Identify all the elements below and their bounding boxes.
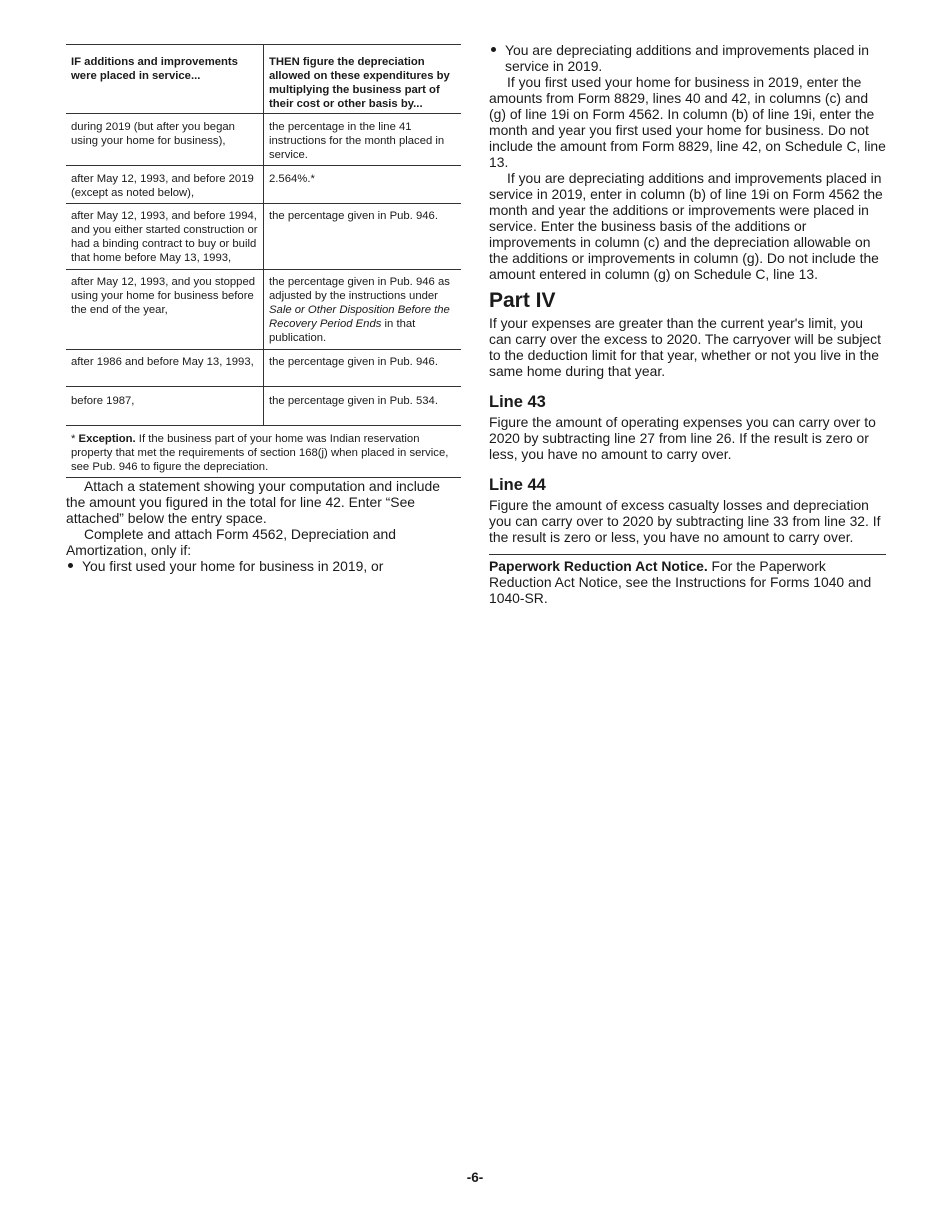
line-43-text: Figure the amount of operating expenses you can carry over to 2020 by subtracting line 27 from line 26. If the result is zero or less, you have no amount to carry over. (489, 414, 876, 462)
left-column (66, 44, 461, 574)
bullet-icon (66, 558, 82, 574)
right-column (489, 42, 886, 606)
paperwork-notice (489, 554, 886, 606)
bullet-icon (489, 42, 505, 74)
table-row (66, 204, 461, 270)
table-header-if: IF additions and improvements were placed in service... (66, 45, 264, 114)
bullet-text: You are depreciating additions and improvements placed in service in 2019. (505, 42, 869, 74)
statement-paragraph: Attach a statement showing your computation and include the amount you figured in the total for line 42. Enter “See attached” below the entry space. (66, 478, 440, 526)
rate-text-italic: Sale or Other Disposition Before the Recovery Period Ends (269, 304, 450, 330)
footnote-bold: Exception. (78, 433, 136, 445)
bullet-text: You first used your home for business in 2019, or (82, 558, 384, 574)
form-4562-paragraph: Complete and attach Form 4562, Depreciation and Amortization, only if: (66, 526, 396, 558)
table-row (66, 387, 461, 426)
table-row (66, 114, 461, 166)
rate-text-a: the percentage given in Pub. 946 as adjusted by the instructions under (269, 276, 450, 302)
table-cell-rate: the percentage given in Pub. 946. (264, 204, 462, 270)
line-44-text: Figure the amount of excess casualty losses and depreciation you can carry over to 2020 by subtracting line 33 from line 32. If the result is zero or less, you have no amount to carry over. (489, 497, 881, 545)
part-iv-text: If your expenses are greater than the current year's limit, you can carry over the excess to 2020. The carryover will be subject to the deduction limit for that year, whether or not you live in the same home during that year. (489, 315, 881, 379)
table-cell-rate (264, 270, 462, 350)
table-cell-rate: the percentage in the line 41 instructions for the month placed in service. (264, 114, 462, 166)
table-note-row (66, 426, 461, 478)
table-row (66, 166, 461, 204)
page-number: -6- (466, 1170, 484, 1185)
footnote-asterisk: * (71, 433, 79, 445)
table-header-then: THEN figure the depreciation allowed on these expenditures by multiplying the business part of their cost or other basis by... (264, 45, 462, 114)
bullet-item (489, 42, 886, 74)
depreciation-table (66, 44, 461, 478)
table-cell-condition: after May 12, 1993, and before 1994, and you either started construction or had a binding contract to buy or build that home before May 13, 1993, (66, 204, 264, 270)
part-iv-heading: Part IV (489, 289, 556, 312)
paperwork-bold: Paperwork Reduction Act Notice. (489, 558, 708, 574)
line-43-heading: Line 43 (489, 393, 546, 411)
table-header-row (66, 45, 461, 114)
table-cell-condition: during 2019 (but after you began using your home for business), (66, 114, 264, 166)
additions-paragraph: If you are depreciating additions and improvements placed in service in 2019, enter in column (b) of line 19i on Form 4562 the month and year the additions or improvements were placed in service. Enter the business basis of the additions or improvements in column (c) and the depreciation allowable on the additions or improvements in column (g). Do not include the amount entered in column (g) on Schedule C, line 13. (489, 170, 883, 282)
table-row (66, 350, 461, 387)
table-cell-condition: before 1987, (66, 387, 264, 426)
rate-text-b: in that publication. (269, 318, 416, 344)
table-cell-condition: after May 12, 1993, and you stopped using your home for business before the end of the year, (66, 270, 264, 350)
line-44-heading: Line 44 (489, 476, 546, 494)
table-cell-rate: the percentage given in Pub. 946. (264, 350, 462, 387)
table-cell-rate: the percentage given in Pub. 534. (264, 387, 462, 426)
table-cell-condition: after May 12, 1993, and before 2019 (except as noted below), (66, 166, 264, 204)
table-row (66, 270, 461, 350)
paperwork-body: For the Paperwork Reduction Act Notice, see the Instructions for Forms 1040 and 1040-SR. (489, 558, 872, 606)
paperwork-text (489, 558, 886, 606)
table-cell-rate: 2.564%.* (264, 166, 462, 204)
footnote-text: If the business part of your home was Indian reservation property that met the requirements of section 168(j) when placed in service, see Pub. 946 to figure the depreciation. (71, 433, 449, 473)
bullet-item (66, 558, 461, 574)
table-cell-condition: after 1986 and before May 13, 1993, (66, 350, 264, 387)
first-used-paragraph: If you first used your home for business in 2019, enter the amounts from Form 8829, lines 40 and 42, in columns (c) and (g) of line 19i on Form 4562. In column (b) of line 19i, enter the month and year you first used your home for business. Do not include the amount from Form 8829, line 42, on Schedule C, line 13. (489, 74, 886, 170)
table-footnote (66, 426, 461, 478)
